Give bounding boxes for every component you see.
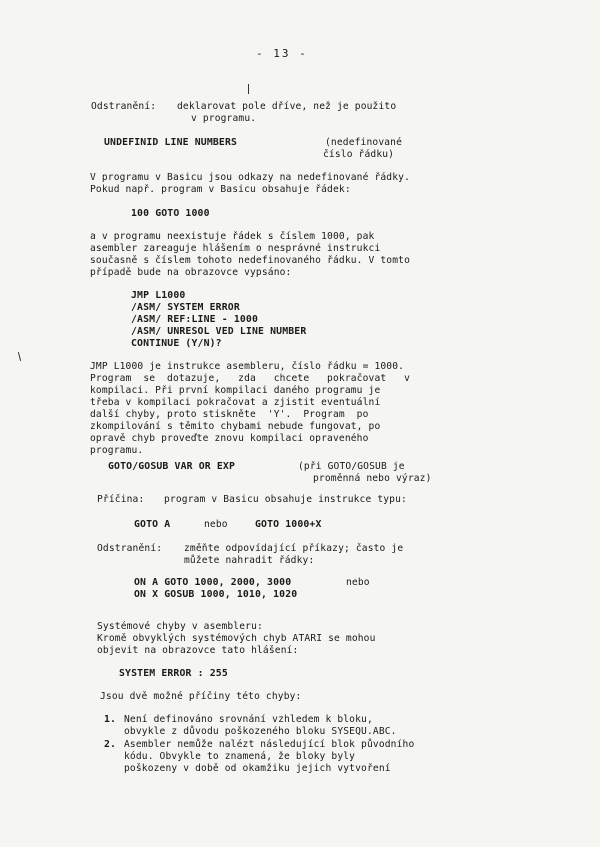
- odstraneni-text: můžete nahradit řádky:: [184, 555, 315, 566]
- paragraph-line: asembler zareaguje hlášením o nesprávné instrukci: [90, 243, 381, 254]
- error-heading-note: číslo řádku): [323, 149, 395, 160]
- odstraneni-text: deklarovat pole dříve, než je použito: [177, 101, 397, 112]
- list-item: Není definováno srovnání vzhledem k bloku,: [124, 714, 373, 725]
- list-item: kódu. Obvykle to znamená, že bloky byly: [124, 751, 356, 762]
- page-number: - 13 -: [256, 47, 308, 60]
- code-line: GOTO 1000+X: [255, 519, 322, 530]
- paragraph-line: JMP L1000 je instrukce asembleru, číslo řádku = 1000.: [90, 361, 405, 372]
- section-heading: Systémové chyby v asembleru:: [97, 621, 263, 632]
- paragraph-line: V programu v Basicu jsou odkazy na nedefinované řádky.: [90, 172, 410, 183]
- odstraneni-label: Odstranění:: [91, 101, 157, 112]
- paragraph-line: současně s číslem tohoto nedefinovaného řádku. V tomto: [90, 255, 410, 266]
- error-heading-note: (nedefinované: [325, 137, 403, 148]
- paragraph-line: případě bude na obrazovce vypsáno:: [90, 267, 292, 278]
- paragraph-line: Program se dotazuje, zda chcete pokračovat v: [90, 373, 410, 384]
- code-line: ON A GOTO 1000, 2000, 3000: [134, 577, 292, 588]
- odstraneni-label: Odstranění:: [97, 543, 163, 554]
- paragraph-line: Kromě obvyklých systémových chyb ATARI se mohou: [97, 633, 376, 644]
- cause-label: Příčina:: [97, 494, 145, 505]
- paragraph-line: objevit na obrazovce tato hlášení:: [97, 645, 299, 656]
- paragraph-line: další chyby, proto stiskněte 'Y'. Program po: [90, 409, 369, 420]
- code-line: /ASM/ UNRESOL VED LINE NUMBER: [131, 326, 307, 337]
- paragraph-line: Jsou dvě možné příčiny této chyby:: [100, 691, 302, 702]
- code-line: GOTO A: [134, 519, 171, 530]
- error-heading: GOTO/GOSUB VAR OR EXP: [108, 461, 236, 472]
- paragraph-line: Pokud např. program v Basicu obsahuje řádek:: [90, 184, 351, 195]
- odstraneni-text: v programu.: [191, 113, 257, 124]
- code-line: SYSTEM ERROR : 255: [119, 668, 228, 679]
- cause-text: program v Basicu obsahuje instrukce typu:: [164, 494, 407, 505]
- error-heading-note: proměnná nebo výraz): [313, 473, 432, 484]
- scan-mark: [248, 84, 249, 94]
- list-number: 1.: [104, 714, 117, 725]
- error-heading-note: (při GOTO/GOSUB je: [298, 461, 405, 472]
- code-connector: nebo: [346, 577, 370, 588]
- paragraph-line: zkompilování s těmito chybami nebude fungovat, po: [90, 421, 381, 432]
- paragraph-line: kompilaci. Při první kompilaci daného programu je: [90, 385, 381, 396]
- code-line: 100 GOTO 1000: [131, 208, 210, 219]
- paragraph-line: a v programu neexistuje řádek s číslem 1000, pak: [90, 231, 375, 242]
- list-number: 2.: [104, 739, 117, 750]
- odstraneni-text: změňte odpovídající příkazy; často je: [184, 543, 404, 554]
- list-item: poškozeny v době od okamžiku jejich vytvoření: [124, 763, 391, 774]
- code-line: ON X GOSUB 1000, 1010, 1020: [134, 589, 298, 600]
- paragraph-line: opravě chyb proveďte znovu kompilaci opraveného: [90, 433, 369, 444]
- code-line: CONTINUE (Y/N)?: [131, 338, 222, 349]
- error-heading: UNDEFINID LINE NUMBERS: [104, 137, 238, 148]
- list-item: obvykle z důvodu poškozeného bloku SYSEQU.ABC.: [124, 726, 397, 737]
- code-line: /ASM/ SYSTEM ERROR: [131, 302, 240, 313]
- paragraph-line: programu.: [90, 445, 144, 456]
- list-item: Asembler nemůže nalézt následující blok původního: [124, 739, 415, 750]
- code-line: /ASM/ REF:LINE - 1000: [131, 314, 259, 325]
- scan-mark: [18, 352, 21, 361]
- paragraph-line: třeba v kompilaci pokračovat a zjistit eventuální: [90, 397, 381, 408]
- code-connector: nebo: [204, 519, 228, 530]
- code-line: JMP L1000: [131, 290, 186, 301]
